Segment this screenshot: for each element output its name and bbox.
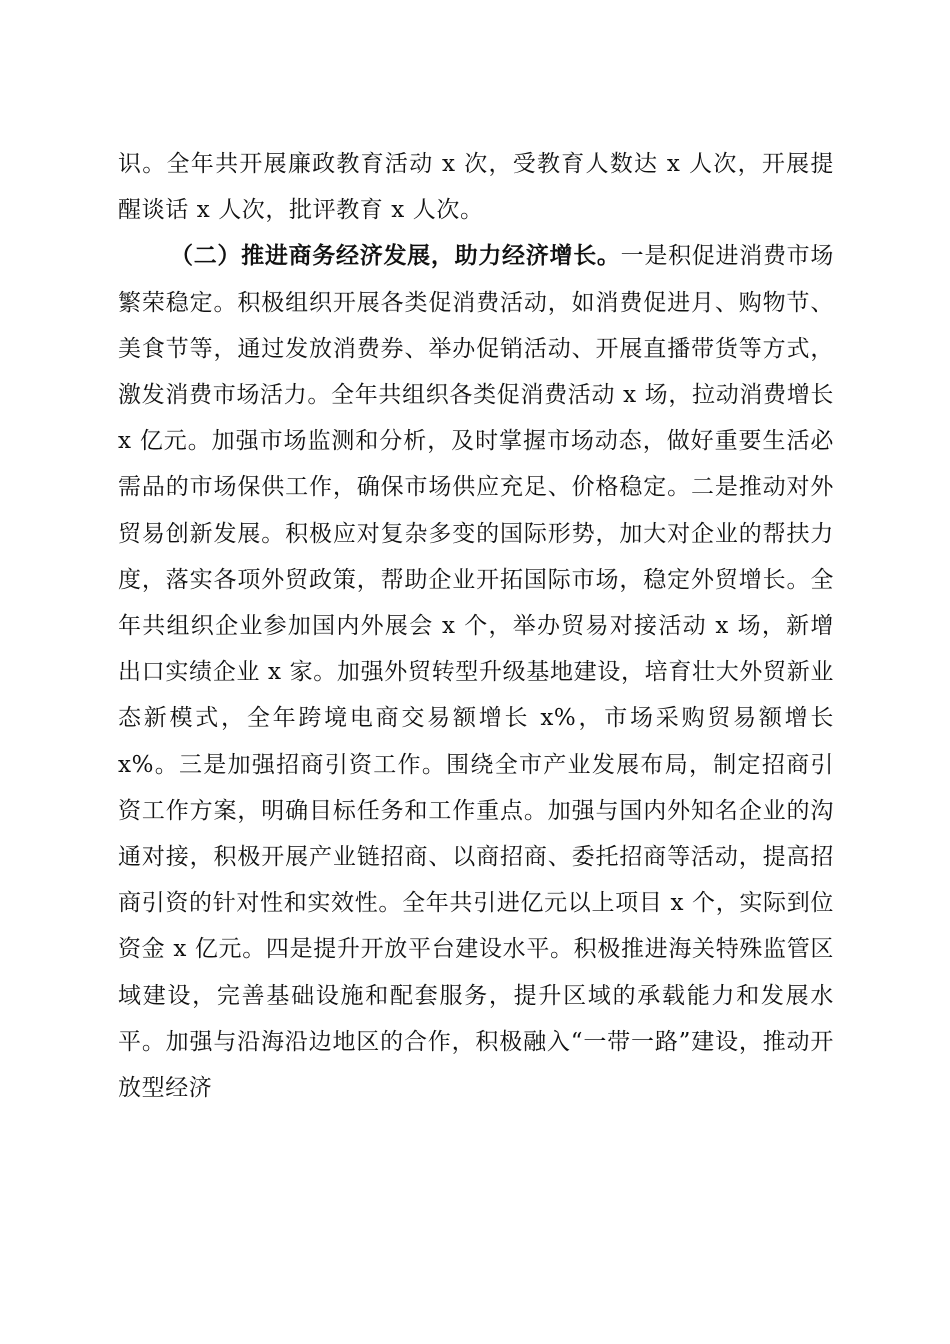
document-body — [118, 141, 834, 1111]
paragraph-text: 一是积促进消费市场繁荣稳定。积极组织开展各类促消费活动，如消费促进月、购物节、美食节等，通过发放消费券、举办促销活动、开展直播带货等方式，激发消费市场活力。全年共组织各类促消费活动 x 场，拉动消费增长 x 亿元。加强市场监测和分析，及时掌握市场动态，做好重要生活必需品的市场保供工作，确保市场供应充足、价格稳定。二是推动对外贸易创新发展。积极应对复杂多变的国际形势，加大对企业的帮扶力度，落实各项外贸政策，帮助企业开拓国际市场，稳定外贸增长。全年共组织企业参加国内外展会 x 个，举办贸易对接活动 x 场，新增出口实绩企业 x 家。加强外贸转型升级基地建设，培育壮大外贸新业态新模式，全年跨境电商交易额增长 x%，市场采购贸易额增长 x%。三是加强招商引资工作。围绕全市产业发展布局，制定招商引资工作方案，明确目标任务和工作重点。加强与国内外知名企业的沟通对接，积极开展产业链招商、以商招商、委托招商等活动，提高招商引资的针对性和实效性。全年共引进亿元以上项目 x 个，实际到位资金 x 亿元。四是提升开放平台建设水平。积极推进海关特殊监管区域建设，完善基础设施和配套服务，提升区域的承载能力和发展水平。加强与沿海沿边地区的合作，积极融入“一带一路”建设，推动开放型经济 — [118, 243, 835, 1102]
section-heading: （二）推进商务经济发展，助力经济增长。 — [170, 242, 621, 270]
paragraph-section-2 — [118, 233, 834, 1111]
paragraph-text: 识。全年共开展廉政教育活动 x 次，受教育人数达 x 人次，开展提醒谈话 x 人次，批评教育 x 人次。 — [118, 151, 834, 224]
paragraph-continuation — [118, 141, 834, 233]
